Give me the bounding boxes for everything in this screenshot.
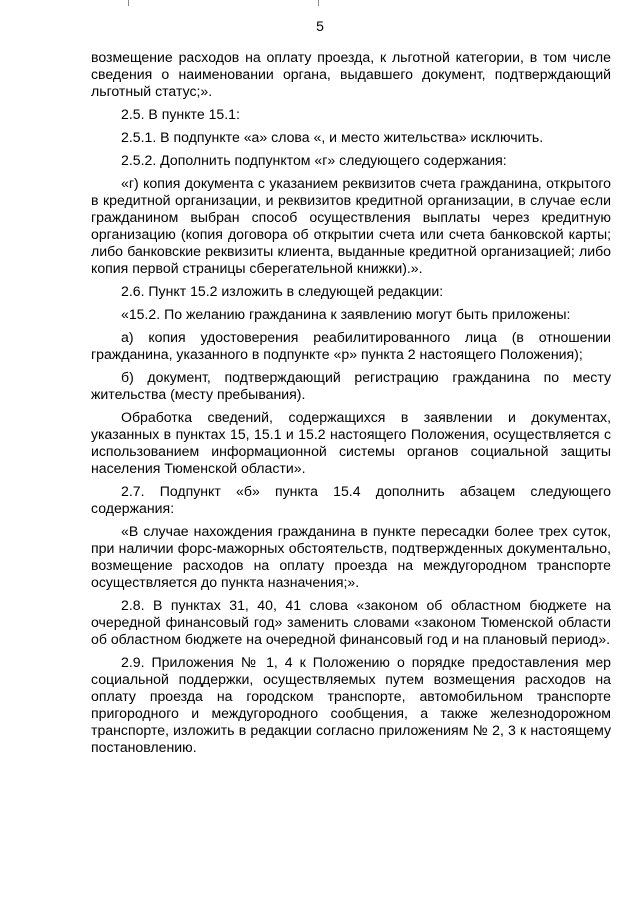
paragraph-15-2: «15.2. По желанию гражданина к заявлению могут быть приложены: [121, 306, 571, 322]
paragraph-2-8: 2.8. В пунктах 31, 40, 41 слова «законом об областном бюджете на очередной финансовый год» заменить словами «законом Тюменской области об областном бюджете на очередной финансовый год и на плановый период». [91, 597, 611, 647]
paragraph-2-5-2: 2.5.2. Дополнить подпунктом «г» следующего содержания: [121, 152, 507, 168]
page-number: 5 [316, 18, 324, 34]
paragraph-2-6: 2.6. Пункт 15.2 изложить в следующей редакции: [121, 283, 444, 299]
document-body [91, 49, 611, 756]
paragraph-transfer-point: «В случае нахождения гражданина в пункте пересадки более трех суток, при наличии форс-мажорных обстоятельств, подтвержденных документально, возмещение расходов на оплату проезда на междугородном транспорте осуществляется до пункта назначения;». [91, 523, 611, 590]
paragraph-subitem-b: б) документ, подтверждающий регистрацию гражданина по месту жительства (месту пребывания). [91, 369, 611, 402]
paragraph-continuation: возмещение расходов на оплату проезда, к льготной категории, в том числе сведения о наименовании органа, выдавшего документ, подтверждающий льготный статус;». [91, 49, 611, 99]
paragraph-processing: Обработка сведений, содержащихся в заявлении и документах, указанных в пунктах 15, 15.1 и 15.2 настоящего Положения, осуществляется с использованием информационной системы органов социальной защиты населения Тюменской области». [91, 409, 611, 476]
paragraph-2-7: 2.7. Подпункт «б» пункта 15.4 дополнить абзацем следующего содержания: [91, 483, 611, 516]
scan-artifact [318, 0, 319, 6]
paragraph-2-5: 2.5. В пункте 15.1: [121, 106, 240, 122]
paragraph-2-9: 2.9. Приложения № 1, 4 к Положению о порядке предоставления мер социальной поддержки, осуществляемых путем возмещения расходов на оплату проезда на городском транспорте, автомобильном транспорте пригородного и междугородного сообщения, а также железнодорожном транспорте, изложить в редакции согласно приложениям № 2, 3 к настоящему постановлению. [91, 654, 611, 755]
scan-artifact [128, 0, 129, 6]
paragraph-subitem-g: «г) копия документа с указанием реквизитов счета гражданина, открытого в кредитной организации, и реквизитов кредитной организации, в случае если гражданином выбран способ осуществления выплаты через кредитную организацию (копия договора об открытии счета или счета банковской карты; либо банковские реквизиты клиента, выданные кредитной организацией; либо копия первой страницы сберегательной книжки).». [91, 175, 611, 276]
paragraph-2-5-1: 2.5.1. В подпункте «а» слова «, и место жительства» исключить. [121, 129, 544, 145]
paragraph-subitem-a: а) копия удостоверения реабилитированного лица (в отношении гражданина, указанного в подпункте «р» пункта 2 настоящего Положения); [91, 329, 611, 362]
